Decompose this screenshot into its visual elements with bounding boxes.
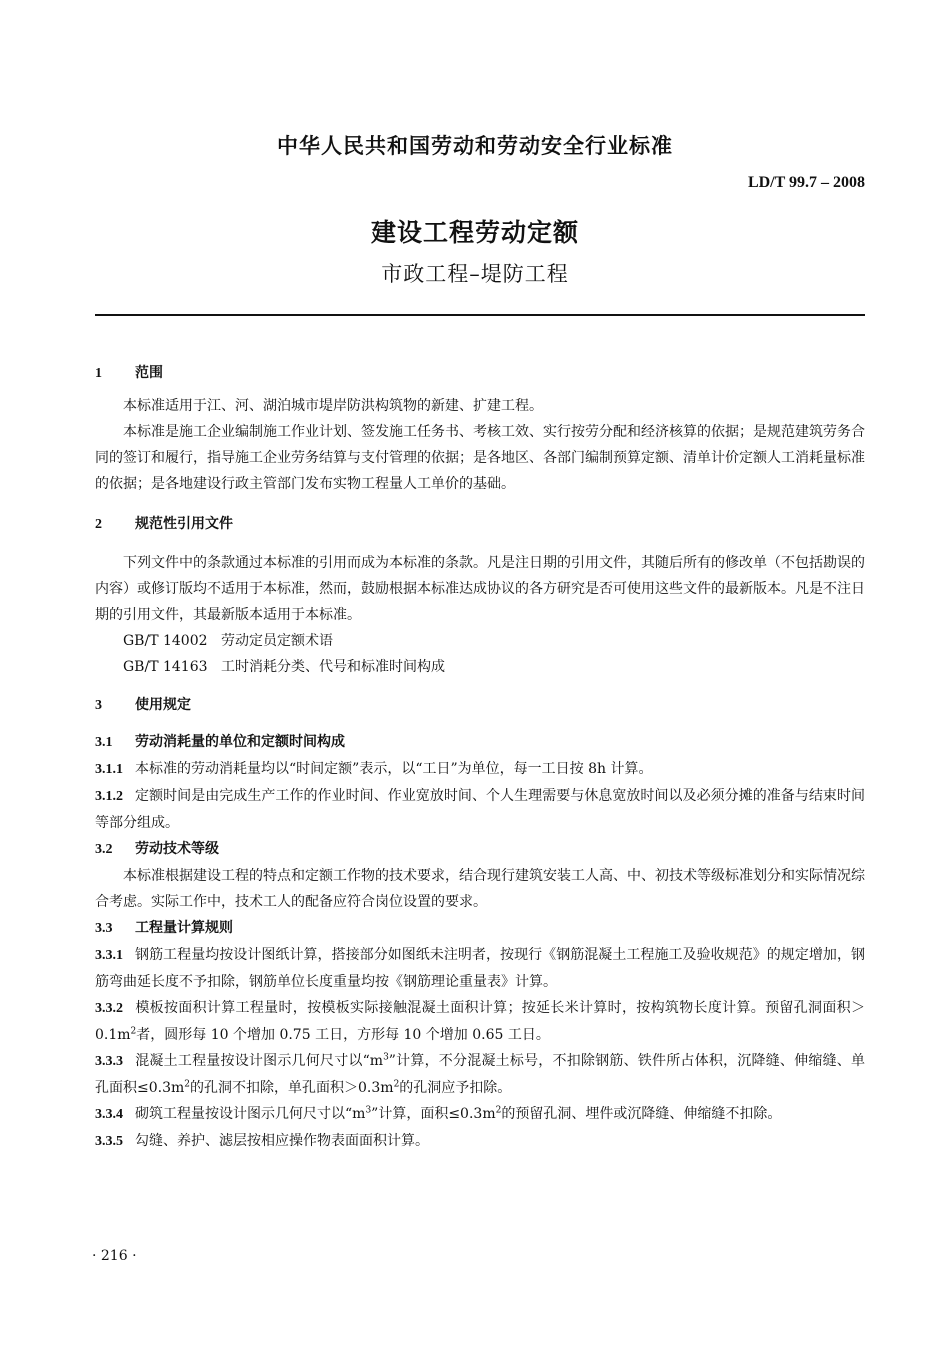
superscript: 2 bbox=[184, 1079, 191, 1090]
document-subtitle: 市政工程–堤防工程 bbox=[381, 262, 569, 286]
superscript: 2 bbox=[495, 1105, 502, 1116]
reference-name: 工时消耗分类、代号和标准时间构成 bbox=[221, 659, 445, 675]
section-number: 2 bbox=[95, 517, 102, 532]
section-title: 规范性引用文件 bbox=[135, 516, 233, 532]
clause-text-part: ”计算，不分混凝土标号，不扣除钢筋、铁件所占体积，沉降缝、伸缩缝、单孔面积≤0.3m bbox=[95, 1053, 865, 1096]
reference-item bbox=[95, 628, 865, 654]
subsection-title: 工程量计算规则 bbox=[135, 920, 233, 936]
superscript: 2 bbox=[130, 1026, 137, 1037]
clause-text-part: 者，圆形每 10 个增加 0.75 工日，方形每 10 个增加 0.65 工日。 bbox=[136, 1027, 550, 1043]
section-title: 使用规定 bbox=[135, 697, 191, 713]
clause-number: 3.1.2 bbox=[95, 789, 123, 804]
clause-number: 3.3.5 bbox=[95, 1134, 123, 1149]
clause-text: 勾缝、养护、滤层按相应操作物表面面积计算。 bbox=[135, 1133, 429, 1149]
superscript: 3 bbox=[383, 1052, 389, 1063]
paragraph: 本标准适用于江、河、湖泊城市堤岸防洪构筑物的新建、扩建工程。 bbox=[123, 398, 543, 414]
section-number: 3 bbox=[95, 698, 102, 713]
subsection-number: 3.3 bbox=[95, 921, 113, 936]
subsection-number: 3.2 bbox=[95, 842, 113, 857]
paragraph: 本标准根据建设工程的特点和定额工作物的技术要求，结合现行建筑安装工人高、中、初技术等级标准划分和实际情况综合考虑。实际工作中，技术工人的配备应符合岗位设置的要求。 bbox=[95, 868, 865, 910]
subsection-title: 劳动消耗量的单位和定额时间构成 bbox=[135, 734, 345, 750]
section-heading-usage bbox=[95, 692, 865, 719]
clause-item bbox=[95, 756, 865, 783]
standard-code: LD/T 99.7 – 2008 bbox=[747, 174, 865, 191]
paragraph: 本标准是施工企业编制施工作业计划、签发施工任务书、考核工效、实行按劳分配和经济核算的依据；是规范建筑劳务合同的签订和履行，指导施工企业劳务结算与支付管理的依据；是各地区、各部门编制预算定额、清单计价定额人工消耗量标准的依据；是各地建设行政主管部门发布实物工程量人工单价的基础。 bbox=[95, 424, 865, 492]
clause-text-part: 的预留孔洞、埋件或沉降缝、伸缩缝不扣除。 bbox=[501, 1106, 782, 1122]
section-heading-references bbox=[95, 511, 865, 538]
clause-text-part: 模板按面积计算工程量时，按模板实际接触混凝土面积计算；按延长米计算时，按构筑物长度计算。预留孔洞面积＞0.1m bbox=[95, 1000, 865, 1043]
page-number: · 216 · bbox=[92, 1248, 137, 1264]
superscript: 3 bbox=[365, 1105, 372, 1116]
standard-category-title: 中华人民共和国劳动和劳动安全行业标准 bbox=[277, 134, 673, 158]
section-title: 范围 bbox=[135, 365, 163, 381]
subsection-heading bbox=[95, 915, 865, 942]
clause-item bbox=[95, 995, 865, 1048]
reference-code: GB/T 14163 bbox=[123, 659, 208, 675]
clause-number: 3.3.3 bbox=[95, 1054, 123, 1069]
subsection-number: 3.1 bbox=[95, 735, 113, 750]
clause-number: 3.3.4 bbox=[95, 1107, 123, 1122]
subsection-title: 劳动技术等级 bbox=[135, 841, 219, 857]
clause-item bbox=[95, 1048, 865, 1101]
clause-number: 3.3.2 bbox=[95, 1001, 123, 1016]
clause-text-part: 混凝土工程量按设计图示几何尺寸以“m bbox=[135, 1053, 384, 1069]
document-body bbox=[95, 352, 865, 1155]
superscript: 2 bbox=[393, 1079, 400, 1090]
paragraph: 下列文件中的条款通过本标准的引用而成为本标准的条款。凡是注日期的引用文件，其随后所有的修改单（不包括勘误的内容）或修订版均不适用于本标准，然而，鼓励根据本标准达成协议的各方研究是否可使用这些文件的最新版本。凡是不注日期的引用文件，其最新版本适用于本标准。 bbox=[95, 555, 865, 623]
clause-text: 定额时间是由完成生产工作的作业时间、作业宽放时间、个人生理需要与休息宽放时间以及必须分摊的准备与结束时间等部分组成。 bbox=[95, 788, 865, 831]
reference-name: 劳动定员定额术语 bbox=[221, 633, 333, 649]
clause-text: 钢筋工程量均按设计图纸计算，搭接部分如图纸未注明者，按现行《钢筋混凝土工程施工及验收规范》的规定增加，钢筋弯曲延长度不予扣除，钢筋单位长度重量均按《钢筋理论重量表》计算。 bbox=[95, 947, 865, 990]
clause-text-part: 的孔洞不扣除，单孔面积＞0.3m bbox=[190, 1080, 394, 1096]
clause-item bbox=[95, 942, 865, 995]
clause-text: 本标准的劳动消耗量均以“时间定额”表示，以“工日”为单位，每一工日按 8h 计算。 bbox=[135, 761, 653, 777]
subsection-heading bbox=[95, 729, 865, 756]
reference-item bbox=[95, 654, 865, 680]
subsection-heading bbox=[95, 836, 865, 863]
clause-item bbox=[95, 1101, 865, 1128]
clause-item bbox=[95, 1128, 865, 1155]
section-number: 1 bbox=[95, 366, 102, 381]
reference-code: GB/T 14002 bbox=[123, 633, 208, 649]
clause-number: 3.1.1 bbox=[95, 762, 123, 777]
clause-text-part: ”计算，面积≤0.3m bbox=[371, 1106, 496, 1122]
title-divider bbox=[95, 314, 865, 316]
document-title: 建设工程劳动定额 bbox=[370, 218, 579, 247]
section-heading-scope bbox=[95, 360, 865, 387]
clause-item bbox=[95, 783, 865, 836]
clause-text-part: 砌筑工程量按设计图示几何尺寸以“m bbox=[135, 1106, 366, 1122]
clause-number: 3.3.1 bbox=[95, 948, 123, 963]
clause-text-part: 的孔洞应予扣除。 bbox=[399, 1080, 512, 1096]
